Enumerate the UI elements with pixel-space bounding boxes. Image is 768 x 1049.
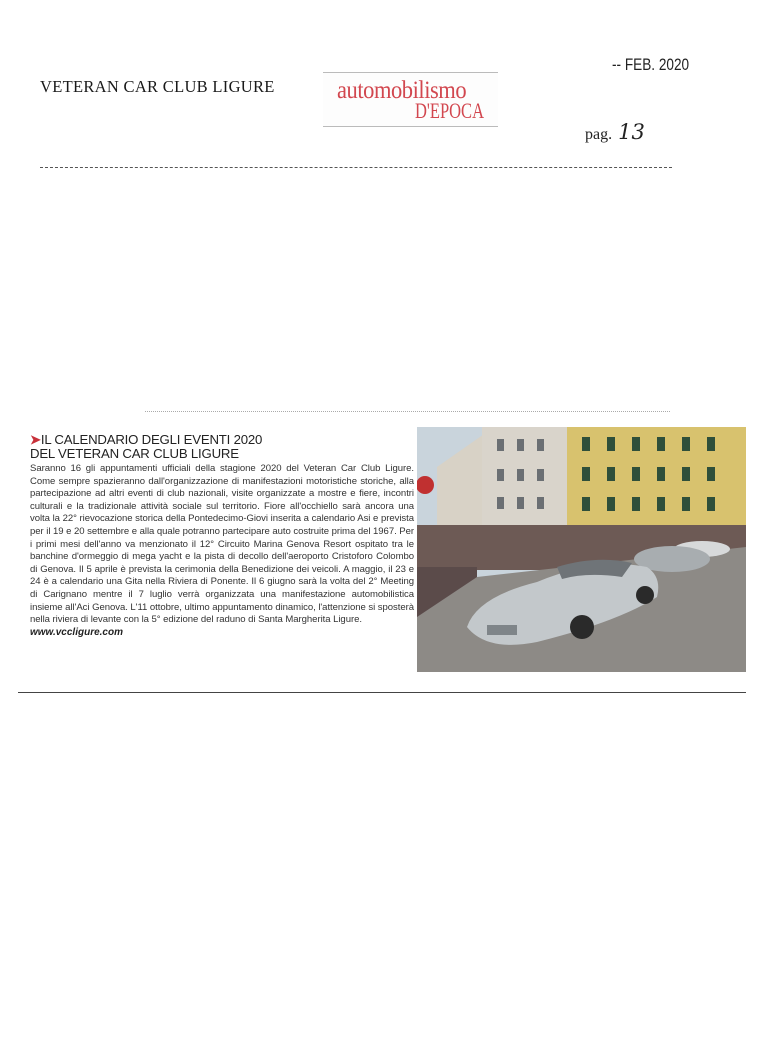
article-photo-vintage-car-parade [417, 427, 746, 672]
clipping-bottom-border [18, 692, 746, 693]
article [30, 433, 414, 638]
title-line2: DEL VETERAN CAR CLUB LIGURE [30, 446, 239, 461]
logo-line1: automobilismo [337, 77, 467, 104]
clipping-top-border [145, 411, 670, 412]
page-indicator [585, 120, 645, 144]
article-title [30, 433, 414, 461]
logo-line2: D'EPOCA [415, 98, 484, 123]
title-line1: IL CALENDARIO DEGLI EVENTI 2020 [40, 432, 263, 447]
header-divider [40, 167, 672, 168]
article-body: Saranno 16 gli appuntamenti ufficiali della stagione 2020 del Veteran Car Club Ligure. Come sempre spazieranno dall'organizzazione di manifestazioni motoristiche storiche, alla partecipazione ad altri eventi di club nazionali, visite organizzate a mostre e fiere, incontri culturali e la tradizionale attività sociale sul territorio. Fiore all'occhiello sarà ancora una volta la 22° rievocazione storica della Pontedecimo-Giovi inserita a calendario Asi e prevista per il 19 e 20 settembre e alla quale potranno partecipare auto costruite prima del 1967. Per i primi mesi dell'anno va menzionato il 12° Circuito Marina Genova Resort ospitato tra le banchine d'ormeggio di mega yacht e la pista di decollo dell'aeroporto Cristoforo Colombo di Genova. Il 5 aprile è prevista la cerimonia della Benedizione dei veicoli. A maggio, il 23 e 24 è a calendario una Gita nella Riviera di Ponente. Il 6 giugno sarà la volta del 2° Meeting di Carignano mentre il 7 luglio verrà organizzata una manifestazione automobilistica insieme all'Aci Genova. L'11 ottobre, ultimo appuntamento dinamico, l'attenzione si sposterà nella riviera di levante con la 5° edizione del raduno di Santa Margherita Ligure. [30, 463, 414, 626]
page-label: pag. [585, 126, 613, 143]
article-url[interactable]: www.vccligure.com [30, 626, 123, 638]
arrow-icon: ➤ [30, 432, 41, 447]
publication-logo [323, 72, 498, 127]
page-number: 13 [618, 120, 645, 144]
issue-date: -- FEB. 2020 [612, 55, 690, 74]
club-name: VETERAN CAR CLUB LIGURE [40, 77, 275, 96]
